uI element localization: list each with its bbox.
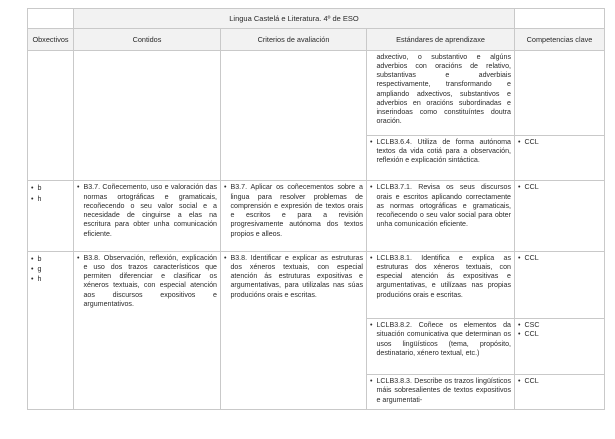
competence: CSC [524,321,540,330]
bullet-icon: • [31,265,34,274]
bullet-icon: • [518,253,521,262]
header-competences: Competencias clave [515,29,605,50]
bullet-icon: • [370,183,373,192]
header-contents: Contidos [74,29,221,50]
bullet-icon: • [518,330,521,339]
criterion-b3-7: B3.7. Aplicar os coñecementos sobre a lingua para resolver problemas de comprensión e expresión de textos orais e escritos e para a revisión progresivamente autónoma dos textos propios e alleos. [230,183,363,238]
competence: CCL [524,183,539,192]
table-row [28,181,605,251]
bullet-icon: • [518,321,521,330]
competence: CCL [524,253,539,262]
bullet-icon: • [370,137,373,146]
standard-lclb3-7-1: LCLB3.7.1. Revisa os seus discursos orais e escritos aplicando correctamente as normas ortográficas e gramaticais, recoñecendo o seu valor social para obter unha comunicación eficiente. [376,183,511,229]
bullet-icon: • [31,254,34,263]
competence: CCL [524,377,539,386]
table-row [28,251,605,318]
standard-lclb3-6-4: LCLB3.6.4. Utiliza de forma autónoma textos da vida cotiá para a observación, reflexión e explicación sintáctica. [376,137,511,164]
curriculum-table [27,8,605,410]
bullet-icon: • [370,253,373,262]
content-b3-7: B3.7. Coñecemento, uso e valoración das normas ortográficas e gramaticais, recoñecendo o seu valor social e a necesidade de cinguirse a elas na escritura para obter unha comunicación eficiente. [83,183,217,238]
competence: CCL [524,330,539,339]
table-title: Lingua Castelá e Literatura. 4º de ESO [74,9,515,29]
standard-lclb3-8-1: LCLB3.8.1. Identifica e explica as estruturas dos xéneros textuais, con especial atención ás expositivas e argumentativas, e utilízaas nas propias producións orais e escritas. [376,253,511,299]
table-row [28,50,605,135]
bullet-icon: • [518,377,521,386]
header-criteria: Criterios de avaliación [221,29,367,50]
bullet-icon: • [224,253,227,262]
header-standards: Estándares de aprendizaxe [367,29,515,50]
standard-lclb3-8-2: LCLB3.8.2. Coñece os elementos da situación comunicativa que determinan os usos lingüísticos (tema, propósito, destinatario, xénero textual, etc.) [376,321,511,357]
bullet-icon: • [370,377,373,386]
bullet-icon: • [31,194,34,203]
standard-continuation: adxectivo, o substantivo e algúns adverbios con oracións de relativo, substantivas e adverbiais respectivamente, transformando e ampliando adxectivos, substantivos e adverbios en oracións subordinadas e inserindoas como constituíntes doutra oración. [376,52,511,126]
bullet-icon: • [518,137,521,146]
table-header-row [28,29,605,50]
bullet-icon: • [31,184,34,193]
content-b3-8: B3.8. Observación, reflexión, explicación e uso dos trazos característicos que permiten diferenciar e clasificar os xéneros textuais, con especial atención aos discursos expositivos e argumentativos. [83,253,217,308]
criterion-b3-8: B3.8. Identificar e explicar as estruturas dos xéneros textuais, con especial atención ás estruturas expositivas e argumentativas, para utilizalas nas súas producións orais e escritas. [230,253,363,299]
bullet-icon: • [518,183,521,192]
objectives-cell: • b • h [28,181,74,251]
bullet-icon: • [370,321,373,330]
bullet-icon: • [77,253,80,262]
table-title-row [28,9,605,29]
bullet-icon: • [31,275,34,284]
competence: CCL [524,137,539,146]
standard-lclb3-8-3: LCLB3.8.3. Describe os trazos lingüísticos máis sobresalientes de textos expositivos e argumentati- [376,377,511,404]
bullet-icon: • [77,183,80,192]
header-objectives: Obxectivos [28,29,74,50]
bullet-icon: • [224,183,227,192]
objectives-cell: • b • g • h [28,251,74,409]
